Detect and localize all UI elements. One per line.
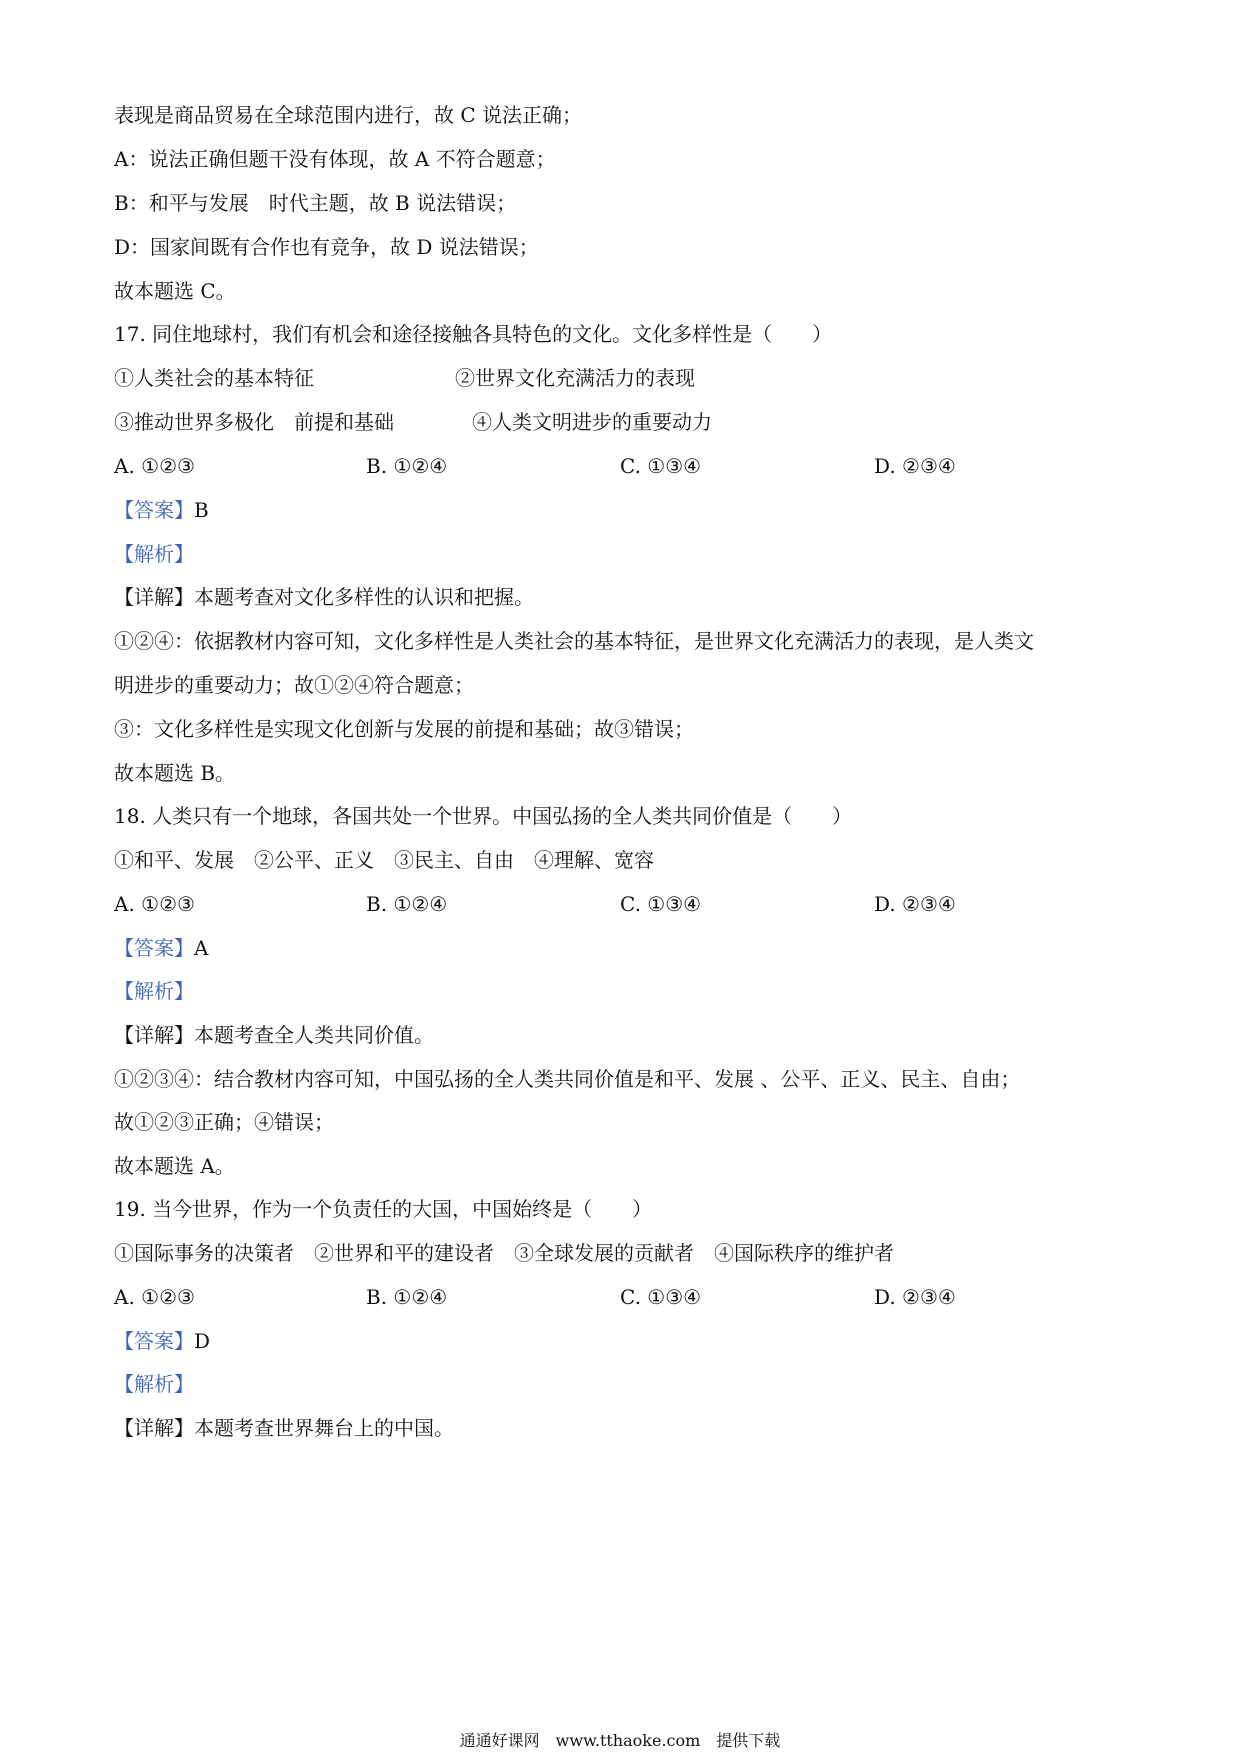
answer-label: 【答案】 — [114, 1329, 194, 1353]
question-17-explanation: ③：文化多样性是实现文化创新与发展的前提和基础；故③错误； — [114, 717, 694, 741]
question-19-option-d: D. ②③④ — [874, 1285, 956, 1309]
detail-label: 【详解】 — [114, 1023, 194, 1047]
text-line: 故本题选 C。 — [114, 279, 236, 303]
detail-label: 【详解】 — [114, 585, 194, 609]
detail-label: 【详解】 — [114, 1416, 194, 1440]
question-18-option-c: C. ①③④ — [620, 892, 702, 916]
text-line: D：国家间既有合作也有竞争，故 D 说法错误； — [114, 235, 539, 259]
question-17-option-b: B. ①②④ — [366, 454, 448, 478]
question-18-explanation: ①②③④：结合教材内容可知，中国弘扬的全人类共同价值是和平、发展 、公平、正义、民主、自由； — [114, 1067, 1021, 1091]
question-18-stem: 18. 人类只有一个地球，各国共处一个世界。中国弘扬的全人类共同价值是（ ） — [114, 804, 853, 828]
question-18-option-d: D. ②③④ — [874, 892, 956, 916]
question-17-item-1: ①人类社会的基本特征 — [114, 366, 314, 390]
question-17-option-a: A. ①②③ — [114, 454, 195, 478]
question-18-conclusion: 故本题选 A。 — [114, 1154, 235, 1178]
answer-value: A — [194, 936, 209, 960]
text-line: 表现是商品贸易在全球范围内进行，故 C 说法正确； — [114, 103, 583, 127]
question-17-item-3: ③推动世界多极化 前提和基础 — [114, 410, 394, 434]
question-18-analysis-label: 【解析】 — [114, 979, 194, 1003]
question-17-option-c: C. ①③④ — [620, 454, 702, 478]
question-17-detail — [114, 584, 534, 610]
text-line: B：和平与发展 时代主题，故 B 说法错误； — [114, 191, 517, 215]
question-18-option-a: A. ①②③ — [114, 892, 195, 916]
page-footer: 通通好课网 www.tthaoke.com 提供下载 — [459, 1731, 781, 1750]
question-19-option-b: B. ①②④ — [366, 1285, 448, 1309]
question-19-option-c: C. ①③④ — [620, 1285, 702, 1309]
question-18-answer — [114, 935, 208, 961]
question-17-answer — [114, 497, 209, 523]
question-17-stem: 17. 同住地球村，我们有机会和途径接触各具特色的文化。文化多样性是（ ） — [114, 322, 833, 346]
question-18-detail — [114, 1022, 434, 1048]
question-19-items: ①国际事务的决策者 ②世界和平的建设者 ③全球发展的贡献者 ④国际秩序的维护者 — [114, 1241, 894, 1265]
question-17-conclusion: 故本题选 B。 — [114, 761, 236, 785]
question-18-items: ①和平、发展 ②公平、正义 ③民主、自由 ④理解、宽容 — [114, 848, 654, 872]
text-line: A：说法正确但题干没有体现，故 A 不符合题意； — [114, 147, 556, 171]
question-19-answer — [114, 1328, 210, 1354]
question-17-explanation: ①②④：依据教材内容可知，文化多样性是人类社会的基本特征，是世界文化充满活力的表现，是人类文 — [114, 629, 1034, 653]
question-17-item-2: ②世界文化充满活力的表现 — [455, 366, 695, 390]
question-19-option-a: A. ①②③ — [114, 1285, 195, 1309]
question-19-analysis-label: 【解析】 — [114, 1372, 194, 1396]
detail-text: 本题考查全人类共同价值。 — [194, 1023, 434, 1047]
answer-value: D — [194, 1329, 211, 1353]
question-18-option-b: B. ①②④ — [366, 892, 448, 916]
answer-label: 【答案】 — [114, 498, 194, 522]
detail-text: 本题考查世界舞台上的中国。 — [194, 1416, 454, 1440]
question-17-item-4: ④人类文明进步的重要动力 — [472, 410, 712, 434]
question-18-explanation: 故①②③正确；④错误； — [114, 1110, 334, 1134]
answer-value: B — [194, 498, 209, 522]
question-19-detail — [114, 1415, 454, 1441]
answer-label: 【答案】 — [114, 936, 194, 960]
question-17-explanation: 明进步的重要动力；故①②④符合题意； — [114, 673, 474, 697]
question-19-stem: 19. 当今世界，作为一个负责任的大国，中国始终是（ ） — [114, 1197, 653, 1221]
question-17-analysis-label: 【解析】 — [114, 542, 194, 566]
question-17-option-d: D. ②③④ — [874, 454, 956, 478]
detail-text: 本题考查对文化多样性的认识和把握。 — [194, 585, 534, 609]
